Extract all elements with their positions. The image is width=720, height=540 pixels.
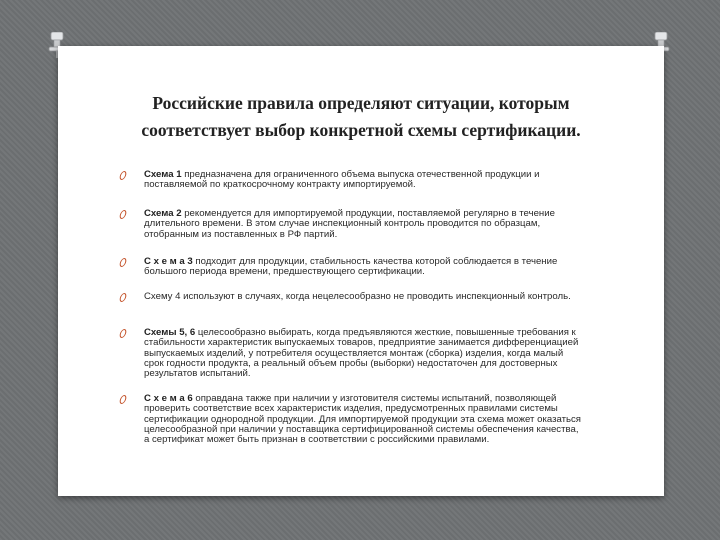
slide-title [58,90,664,144]
bullet-body: Схему 4 используют в случаях, когда нецелесообразно не проводить инспекционный контроль. [144,291,571,302]
bullet-body: предназначена для ограниченного объема выпуска отечественной продукции и поставляемой по краткосрочному контракту импортируемой. [144,169,540,191]
bullet-body: целесообразно выбирать, когда предъявляются жесткие, повышенные требования к стабильности характеристик выпускаемых товаров, предприятие занимается дифференциацией выпускаемых изделий, у потребителя осуществляется монтаж (сборка) изделия, когда малый срок годности продукта, а реальный объем пробы (выборки) недостаточен для достоверных результатов испытаний. [144,327,579,380]
bullet-icon [119,329,128,338]
bullet-lead: Схема 1 [144,169,182,180]
bullet-body: подходит для продукции, стабильность качества которой соблюдается в течение большого периода времени, предшествующего сертификации. [144,256,558,278]
slide-paper [58,46,664,496]
bullet-icon [119,293,128,302]
bullet-icon [119,210,128,219]
bullet-text [144,257,584,278]
bullet-lead: С х е м а 3 [144,256,193,267]
bullet-lead: С х е м а 6 [144,393,193,404]
bullet-text [144,292,584,302]
title-line-1: Российские правила определяют ситуации, которым [152,93,570,113]
bullet-icon [119,171,128,180]
bullet-lead: Схема 2 [144,208,182,219]
bullet-icon [119,258,128,267]
bullet-text [144,209,584,240]
bullet-text [144,170,584,191]
bullet-text [144,328,584,379]
bullet-text [144,394,584,445]
bullet-body: оправдана также при наличии у изготовителя системы испытаний, позволяющей проверить соответствие всех характеристик изделия, предусмотренных правилами системы сертификации однородной продукции. Для импортируемой продукции эта схема может оказаться целесообразной при наличии у поставщика сертифицированной системы обеспечения качества, а сертификат может быть признан в соответствии с российскими правилами. [144,393,581,446]
bullet-lead: Схемы 5, 6 [144,327,196,338]
title-line-2: соответствует выбор конкретной схемы сертификации. [141,120,581,140]
bullet-body: рекомендуется для импортируемой продукции, поставляемой регулярно в течение длительного времени. В этом случае инспекционный контроль проводится по образцам, отобранным из поставленных в РФ партий. [144,208,555,240]
bullet-icon [119,395,128,404]
